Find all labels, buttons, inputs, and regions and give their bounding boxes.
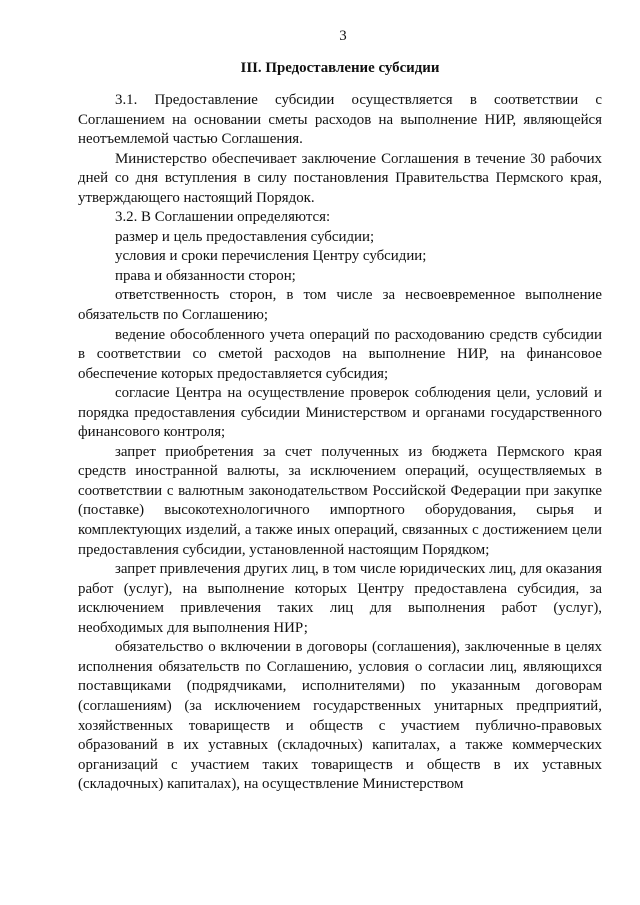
paragraph-3-1: 3.1. Предоставление субсидии осуществляется в соответствии с Соглашением на основании сметы расходов на выполнение НИР, являющейся неотъемлемой частью Соглашения. bbox=[78, 92, 602, 148]
list-item-rights: права и обязанности сторон; bbox=[115, 267, 296, 284]
paragraph-ministry-obligation: Министерство обеспечивает заключение Соглашения в течение 30 рабочих дней со дня вступления в силу постановления Правительства Пермского края, утверждающего настоящий Порядок. bbox=[78, 150, 602, 206]
list-item-responsibility: ответственность сторон, в том числе за несвоевременное выполнение обязательств по Соглашению; bbox=[78, 287, 602, 324]
section-heading: III. Предоставление субсидии bbox=[240, 60, 440, 76]
list-item-subsidy-size: размер и цель предоставления субсидии; bbox=[115, 228, 375, 245]
list-item-transfer-terms: условия и сроки перечисления Центру субсидии; bbox=[115, 248, 427, 265]
list-item-currency-ban: запрет приобретения за счет полученных из бюджета Пермского края средств иностранной валюты, за исключением операций, осуществляемых в соответствии с валютным законодательством Российской Федерации при закупке (поставке) высокотехнологичного импортного оборудования, сырья и комплектующих изделий, а также иных операций, связанных с достижением цели предоставления субсидии, установленной настоящим Порядком; bbox=[78, 443, 602, 558]
page-number: 3 bbox=[339, 28, 347, 44]
list-item-contract-obligation: обязательство о включении в договоры (соглашения), заключенные в целях исполнения обязательств по Соглашению, условия о согласии лиц, являющихся поставщиками (подрядчиками, исполнителями) по указанным договорам (соглашениям) (за исключением государственных унитарных предприятий, хозяйственных товариществ и обществ с участием публично-правовых образований в их уставных (складочных) капиталах, а также коммерческих организаций с участием таких товариществ и обществ в их уставных (складочных) капиталах), на осуществление Министерством bbox=[78, 639, 602, 793]
list-item-inspection-consent: согласие Центра на осуществление проверок соблюдения цели, условий и порядка предоставления субсидии Министерством и органами государственного финансового контроля; bbox=[78, 385, 602, 441]
document-page bbox=[78, 26, 602, 795]
list-item-accounting: ведение обособленного учета операций по расходованию средств субсидии в соответствии со сметой расходов на выполнение НИР, на финансовое обеспечение которых предоставляется субсидия; bbox=[78, 326, 602, 382]
paragraph-3-2: 3.2. В Соглашении определяются: bbox=[115, 209, 331, 226]
list-item-third-party-ban: запрет привлечения других лиц, в том числе юридических лиц, для оказания работ (услуг), на выполнение которых Центру предоставлена субсидия, за исключением привлечения таких лиц для выполнения работ (услуг), необходимых для выполнения НИР; bbox=[78, 561, 602, 636]
